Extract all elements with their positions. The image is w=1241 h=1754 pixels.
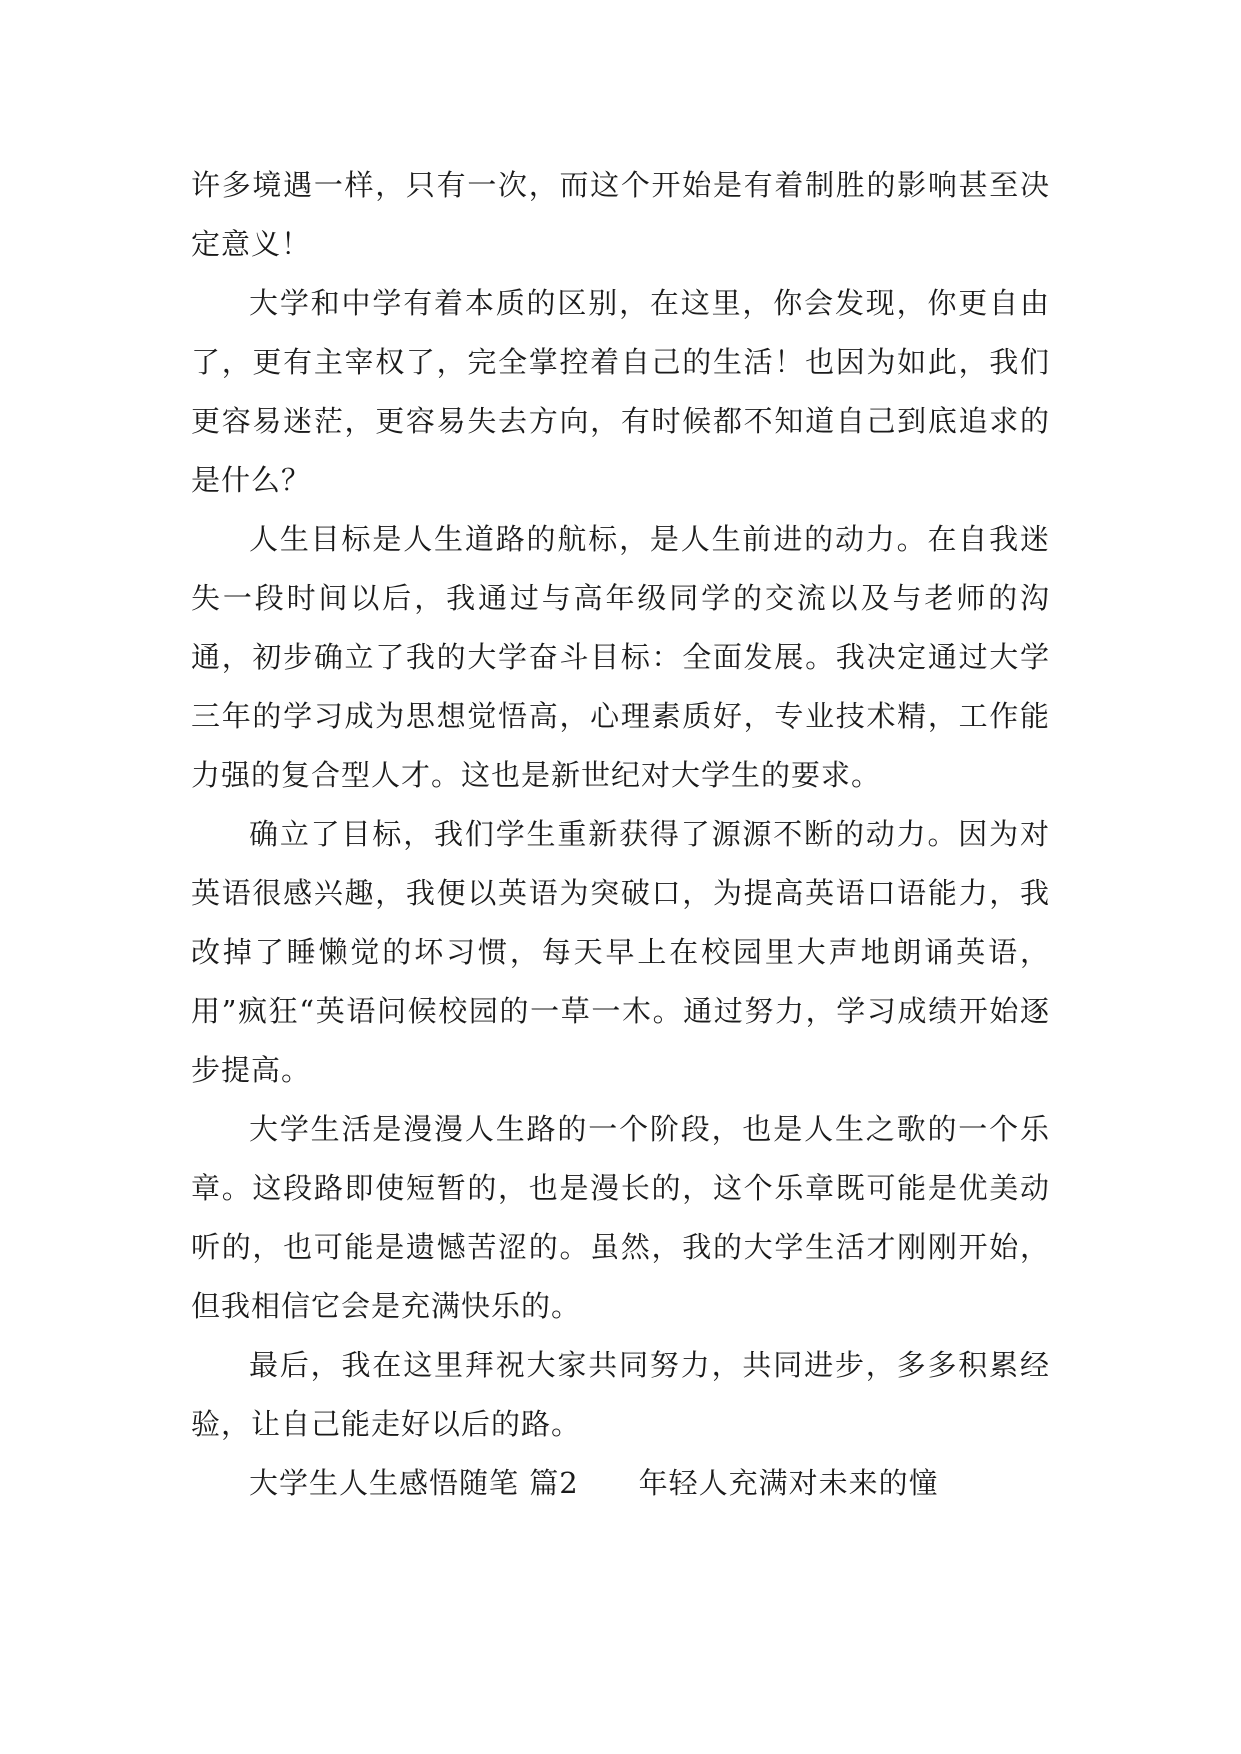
paragraph-freedom: 大学和中学有着本质的区别，在这里，你会发现，你更自由了，更有主宰权了，完全掌控着自己的生活！也因为如此，我们更容易迷茫，更容易失去方向，有时候都不知道自己到底追求的是什么？ — [191, 286, 1050, 497]
paragraph-college-life: 大学生活是漫漫人生路的一个阶段，也是人生之歌的一个乐章。这段路即使短暂的，也是漫长的，这个乐章既可能是优美动听的，也可能是遗憾苦涩的。虽然，我的大学生活才刚刚开始，但我相信它会是充满快乐的。 — [191, 1112, 1050, 1323]
continuation-paragraph: 许多境遇一样，只有一次，而这个开始是有着制胜的影响甚至决定意义！ — [191, 168, 1050, 261]
section-start-text: 年轻人充满对未来的憧 — [638, 1466, 939, 1500]
paragraph-closing: 最后，我在这里拜祝大家共同努力，共同进步，多多积累经验，让自己能走好以后的路。 — [191, 1348, 1050, 1441]
document-page — [191, 156, 1050, 1513]
paragraph-english: 确立了目标，我们学生重新获得了源源不断的动力。因为对英语很感兴趣，我便以英语为突破口，为提高英语口语能力，我改掉了睡懒觉的坏习惯，每天早上在校园里大声地朗诵英语，用”疯狂“英语问候校园的一草一木。通过努力，学习成绩开始逐步提高。 — [191, 817, 1050, 1087]
section-title: 大学生人生感悟随笔 篇2 — [249, 1466, 579, 1500]
section-heading-line — [191, 1454, 1050, 1513]
paragraph-goals: 人生目标是人生道路的航标，是人生前进的动力。在自我迷失一段时间以后，我通过与高年级同学的交流以及与老师的沟通，初步确立了我的大学奋斗目标：全面发展。我决定通过大学三年的学习成为思想觉悟高，心理素质好，专业技术精，工作能力强的复合型人才。这也是新世纪对大学生的要求。 — [191, 522, 1050, 792]
